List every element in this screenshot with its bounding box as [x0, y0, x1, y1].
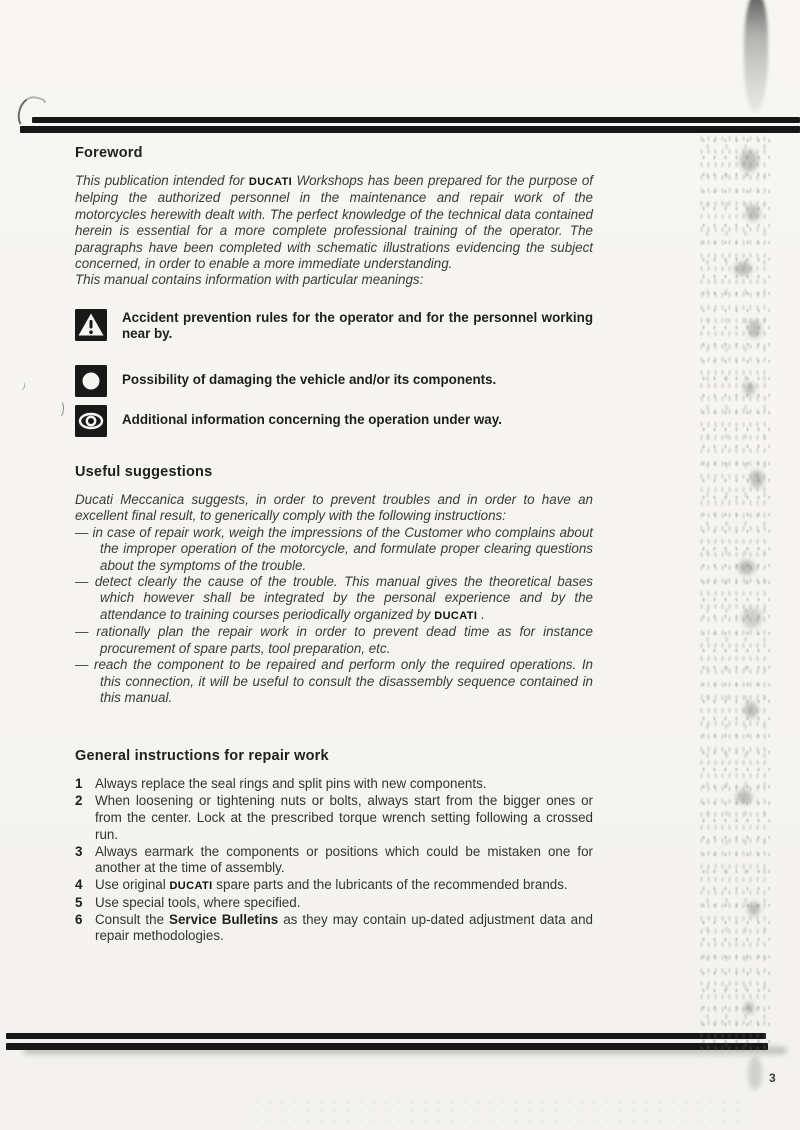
notice-vehicle-damage [75, 365, 593, 397]
general-instructions-list [75, 776, 593, 945]
instruction-item [75, 895, 593, 912]
instruction-item [75, 776, 593, 793]
page-content [75, 145, 593, 945]
scan-blob [744, 382, 755, 395]
item-text: Always replace the seal rings and split pins with new components. [95, 776, 487, 792]
instruction-item [75, 793, 593, 843]
top-rule-upper [32, 117, 800, 123]
page-number: 3 [769, 1071, 776, 1085]
damage-dot-icon [75, 365, 107, 397]
instruction-item [75, 912, 593, 946]
item-number: 4 [75, 877, 83, 893]
item-text-start: Consult the [95, 911, 170, 927]
eye-icon [75, 405, 107, 437]
notice-list [75, 309, 593, 437]
foreword-text-before-brand: This publication intended for [75, 173, 249, 188]
item-text-before-brand: Use original [95, 877, 170, 893]
item-text: Always earmark the components or positions which could be mistaken one for another at the time of assembly. [95, 843, 593, 876]
ducati-wordmark: DUCATI [434, 609, 478, 622]
scan-blob [736, 790, 752, 804]
scan-blob [744, 1002, 754, 1014]
scan-tick-artifact [19, 381, 26, 390]
general-instructions-heading: General instructions for repair work [75, 748, 329, 765]
scan-smudge [744, 0, 768, 112]
instruction-item [75, 844, 593, 878]
scan-blob [748, 902, 760, 916]
ducati-wordmark: DUCATI [169, 880, 213, 893]
suggestion-item: — rationally plan the repair work in order to prevent dead time as for instance procurement of spare parts, tool preparation, etc. [75, 624, 593, 656]
notice-text: Accident prevention rules for the operator and for the personnel working near by. [122, 309, 593, 342]
item-number: 6 [75, 911, 83, 927]
item-text-end: as they may contain up-dated adjustment data and repair methodologies. [95, 911, 593, 944]
scan-noise-bottom [250, 1098, 750, 1126]
item-number: 2 [75, 793, 83, 809]
instruction-item [75, 877, 593, 895]
bottom-rule-upper [6, 1033, 766, 1039]
item-text: Use special tools, where specified. [95, 894, 301, 910]
foreword-heading: Foreword [75, 145, 143, 161]
item-text-after-brand: spare parts and the lubricants of the recommended brands. [212, 877, 568, 893]
foreword-text-after-brand: Workshops has been prepared for the purpose of helping the authorized personnel in the maintenance and repair work of the motorcycles herewith dealt with. The perfect knowledge of the technical data contained herein is essential for a more complete professional training of the operator. The paragraphs have been completed with schematic illustrations evidencing the subject concerned, in order to enable a more immediate understanding. [75, 173, 593, 272]
foreword-closing-line: This manual contains information with particular meanings: [75, 272, 424, 288]
scan-blob [742, 608, 762, 628]
notice-text: Possibility of damaging the vehicle and/or its components. [122, 372, 497, 388]
notice-text: Additional information concerning the operation under way. [122, 412, 502, 428]
scan-blob [746, 205, 760, 221]
item-number: 5 [75, 894, 83, 910]
suggestion-item: — reach the component to be repaired and perform only the required operations. In this connection, it will be useful to consult the disassembly sequence contained in this manual. [75, 657, 593, 705]
suggestion-text-after-brand: . [477, 606, 485, 622]
scan-blob [734, 262, 752, 276]
notice-accident-prevention [75, 309, 593, 343]
service-bulletins-emphasis: Service Bulletins [169, 911, 279, 927]
item-text [95, 877, 593, 895]
item-text [95, 912, 593, 946]
scan-blob [738, 560, 755, 575]
scan-blob [748, 320, 761, 338]
suggestion-text-before-brand: — detect clearly the cause of the trouble. This manual gives the theoretical bases which however shall be integrated by the personal experience and by the attendance to training courses periodically organized by [75, 574, 593, 622]
useful-suggestions-heading: Useful suggestions [75, 464, 213, 481]
scan-blob [740, 150, 758, 172]
notice-additional-info [75, 405, 593, 437]
scan-paren-artifact [53, 400, 64, 419]
suggestion-item: — in case of repair work, weigh the impressions of the Customer who complains about the improper operation of the motorcycle, and formulate proper clearing questions about the symptoms of the trouble. [75, 524, 593, 573]
item-number: 3 [75, 843, 83, 859]
item-number: 1 [75, 776, 83, 792]
scan-blob [750, 470, 764, 488]
warning-triangle-icon [75, 309, 107, 341]
scan-blob [748, 1056, 762, 1090]
foreword-paragraph [75, 173, 593, 272]
scan-blob [744, 702, 758, 718]
top-rule-lower [20, 126, 800, 133]
ducati-wordmark: DUCATI [248, 176, 293, 188]
item-text: When loosening or tightening nuts or bolts, always start from the bigger ones or from the center. Lock at the prescribed torque wrench setting following a crossed run. [95, 793, 593, 842]
bottom-rule-lower [6, 1043, 768, 1050]
suggestion-item [75, 574, 593, 624]
useful-suggestions-intro: Ducati Meccanica suggests, in order to prevent troubles and in order to have an excellent final result, to generically comply with the following instructions: [75, 492, 593, 524]
